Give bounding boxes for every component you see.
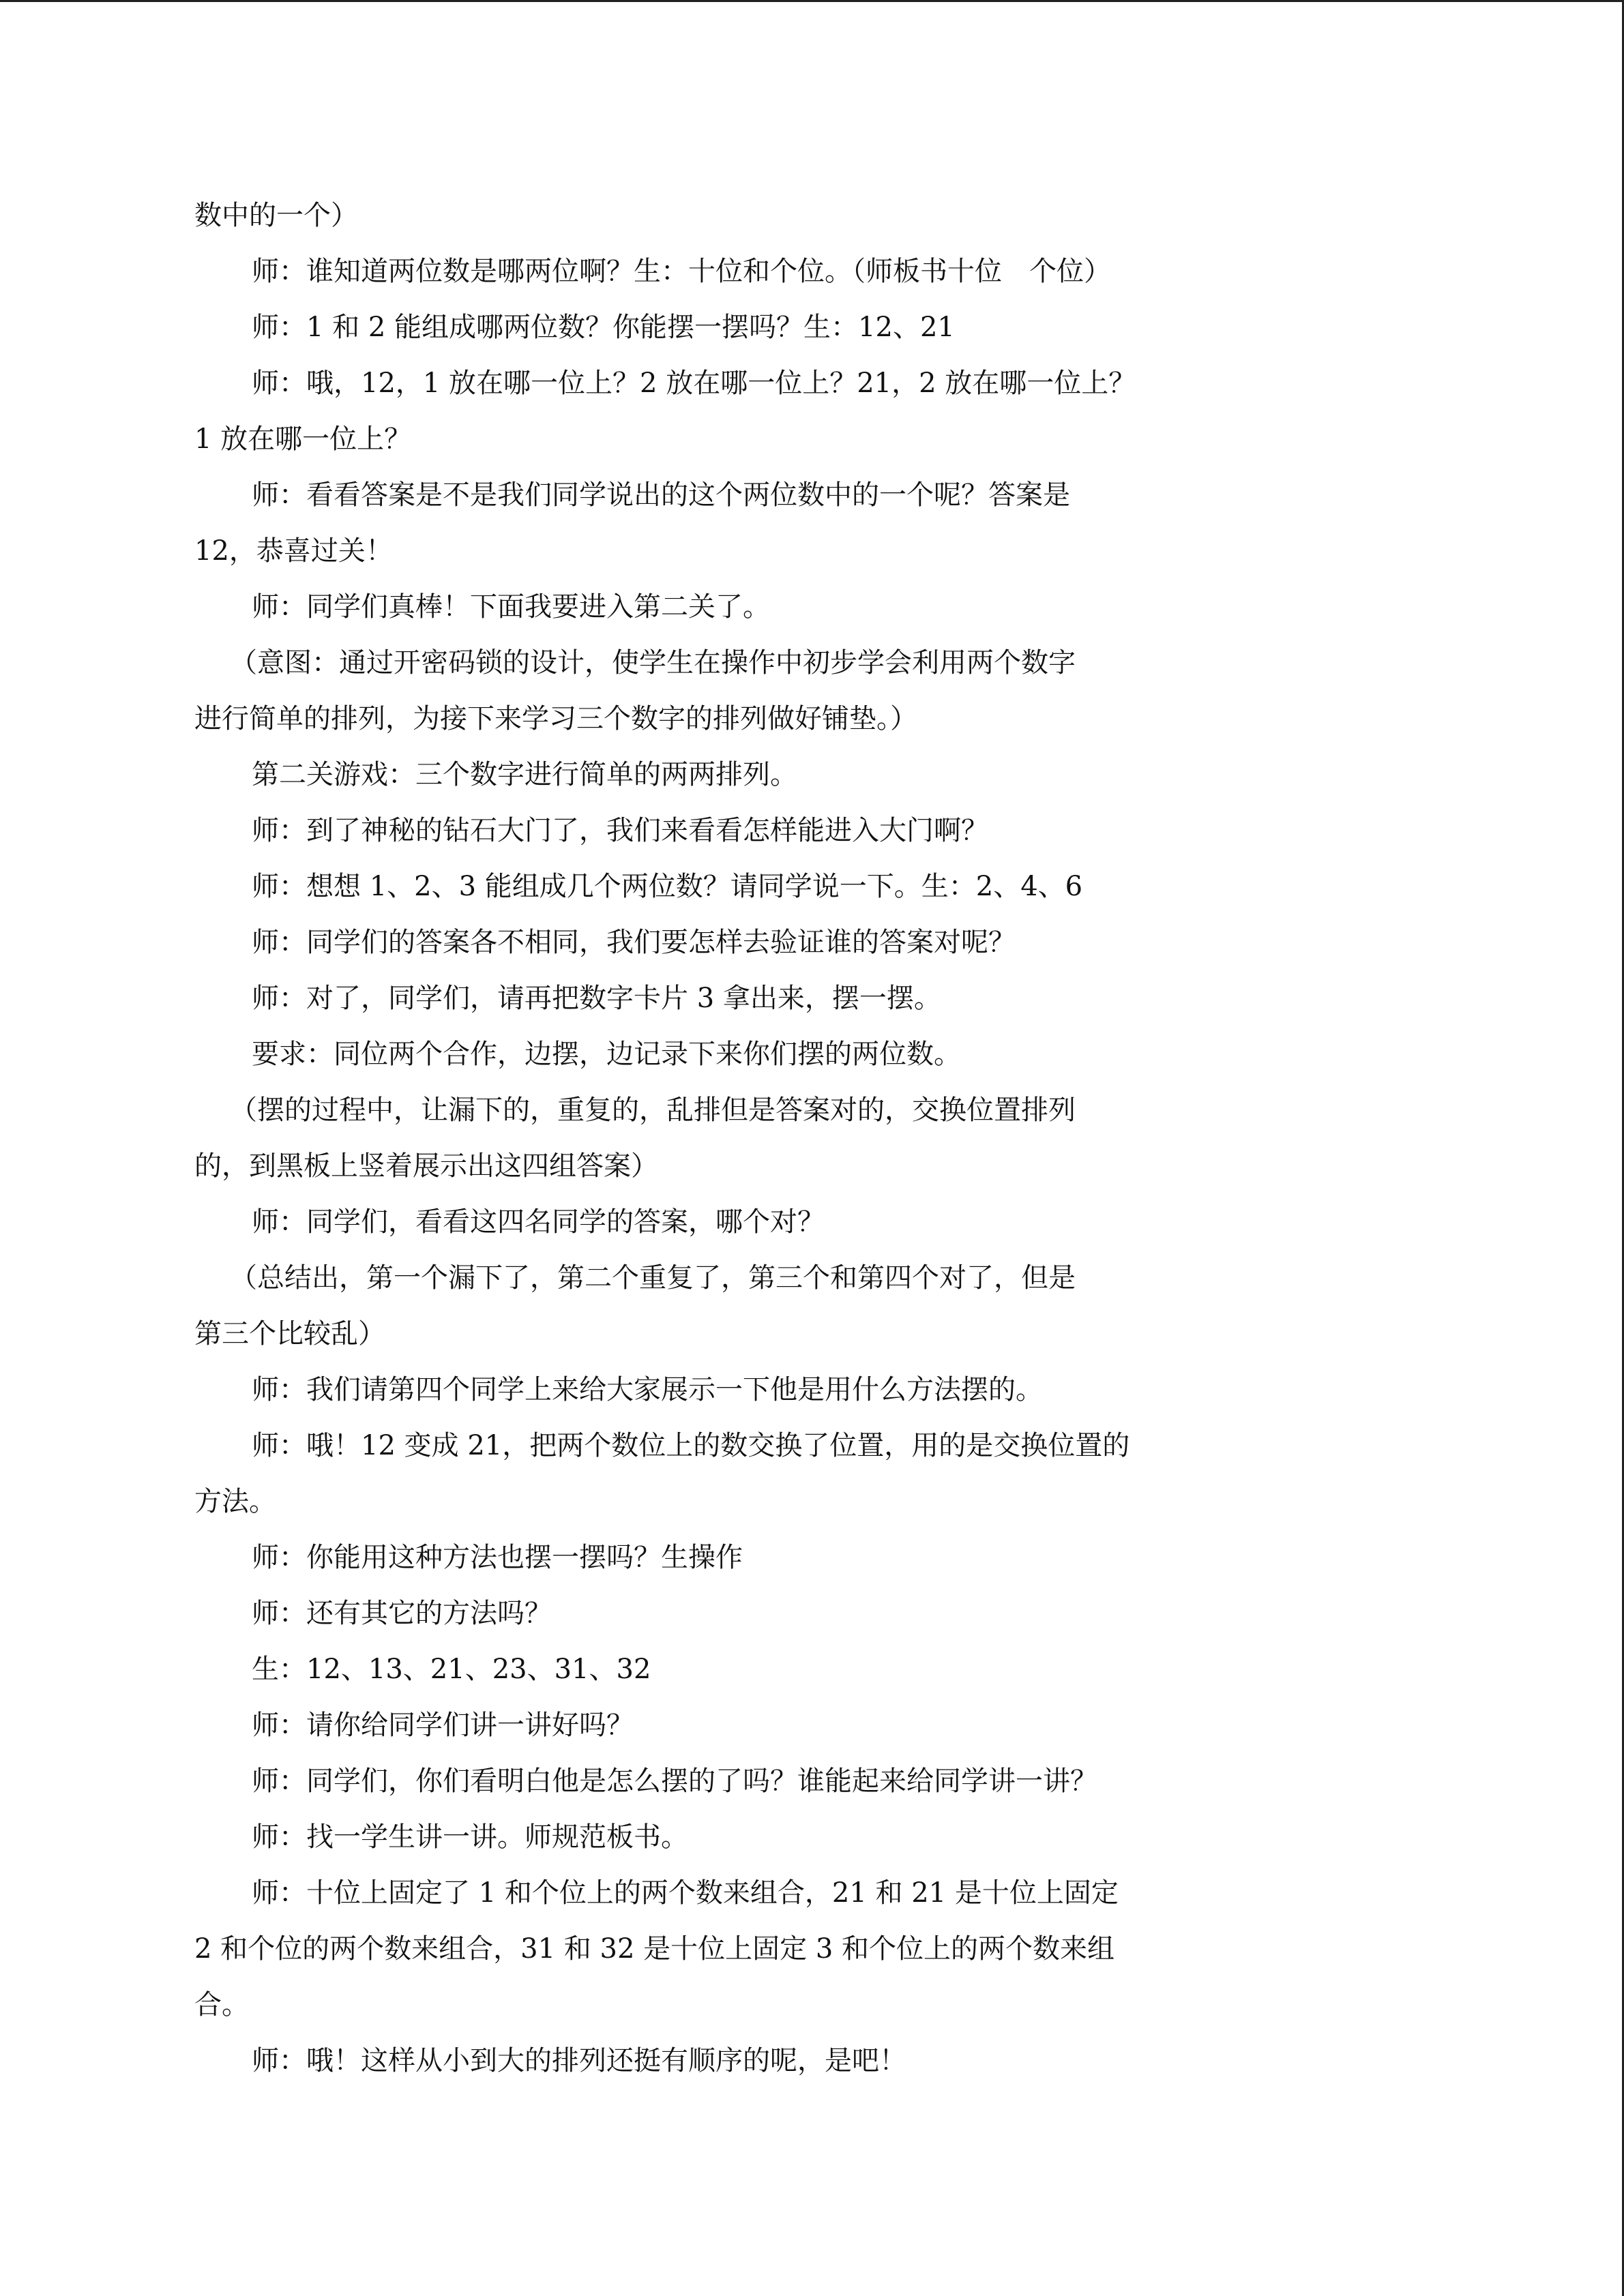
- text-line: 师：我们请第四个同学上来给大家展示一下他是用什么方法摆的。: [252, 1374, 1043, 1405]
- text-line: 12，恭喜过关！: [194, 535, 393, 567]
- text-line: 2 和个位的两个数来组合，31 和 32 是十位上固定 3 和个位上的两个数来组: [194, 1933, 1114, 1965]
- text-line: 第二关游戏：三个数字进行简单的两两排列。: [252, 759, 797, 790]
- text-line: 第三个比较乱）: [194, 1318, 385, 1350]
- text-line: （摆的过程中，让漏下的，重复的，乱排但是答案对的，交换位置排列: [230, 1094, 1076, 1126]
- text-line: 生：12、13、21、23、31、32: [252, 1654, 651, 1685]
- text-line: 师：请你给同学们讲一讲好吗？: [252, 1710, 634, 1741]
- text-line: 师：十位上固定了 1 和个位上的两个数来组合，21 和 21 是十位上固定: [252, 1877, 1119, 1909]
- text-line: 师：你能用这种方法也摆一摆吗？生操作: [252, 1542, 743, 1573]
- text-line: 师：谁知道两位数是哪两位啊？生：十位和个位。（师板书十位 个位）: [252, 256, 1111, 287]
- text-line: 1 放在哪一位上？: [194, 423, 412, 455]
- text-line: （意图：通过开密码锁的设计，使学生在操作中初步学会利用两个数字: [230, 647, 1076, 679]
- text-line: 师：到了神秘的钻石大门了，我们来看看怎样能进入大门啊？: [252, 815, 988, 846]
- text-line: 师：同学们真棒！下面我要进入第二关了。: [252, 591, 770, 623]
- text-line: （总结出，第一个漏下了，第二个重复了，第三个和第四个对了，但是: [230, 1262, 1076, 1294]
- text-line: 师：同学们的答案各不相同，我们要怎样去验证谁的答案对呢？: [252, 927, 1016, 958]
- text-line: 的，到黑板上竖着展示出这四组答案）: [194, 1150, 658, 1182]
- text-line: 师：对了，同学们，请再把数字卡片 3 拿出来，摆一摆。: [252, 983, 941, 1014]
- text-line: 师：看看答案是不是我们同学说出的这个两位数中的一个呢？答案是: [252, 479, 1070, 511]
- document-body: [194, 188, 1163, 2089]
- text-line: 要求：同位两个合作，边摆，边记录下来你们摆的两位数。: [252, 1039, 961, 1070]
- text-line: 方法。: [194, 1486, 276, 1517]
- text-line: 师：哦！12 变成 21，把两个数位上的数交换了位置，用的是交换位置的: [252, 1430, 1130, 1461]
- text-line: 师：同学们，你们看明白他是怎么摆的了吗？谁能起来给同学讲一讲？: [252, 1765, 1097, 1797]
- text-line: 师：想想 1、2、3 能组成几个两位数？请同学说一下。生：2、4、6: [252, 871, 1083, 902]
- text-line: 师：还有其它的方法吗？: [252, 1598, 552, 1629]
- text-line: 师：找一学生讲一讲。师规范板书。: [252, 1821, 688, 1853]
- text-line: 合。: [194, 1989, 249, 2021]
- text-line: 师：1 和 2 能组成哪两位数？你能摆一摆吗？生：12、21: [252, 312, 955, 343]
- text-line: 师：哦！这样从小到大的排列还挺有顺序的呢，是吧！: [252, 2045, 906, 2076]
- text-line: 进行简单的排列，为接下来学习三个数字的排列做好铺垫。）: [194, 703, 917, 734]
- text-line: 数中的一个）: [194, 200, 358, 231]
- text-line: 师：同学们，看看这四名同学的答案，哪个对？: [252, 1206, 825, 1238]
- text-line: 师：哦，12，1 放在哪一位上？2 放在哪一位上？21，2 放在哪一位上？: [252, 368, 1136, 399]
